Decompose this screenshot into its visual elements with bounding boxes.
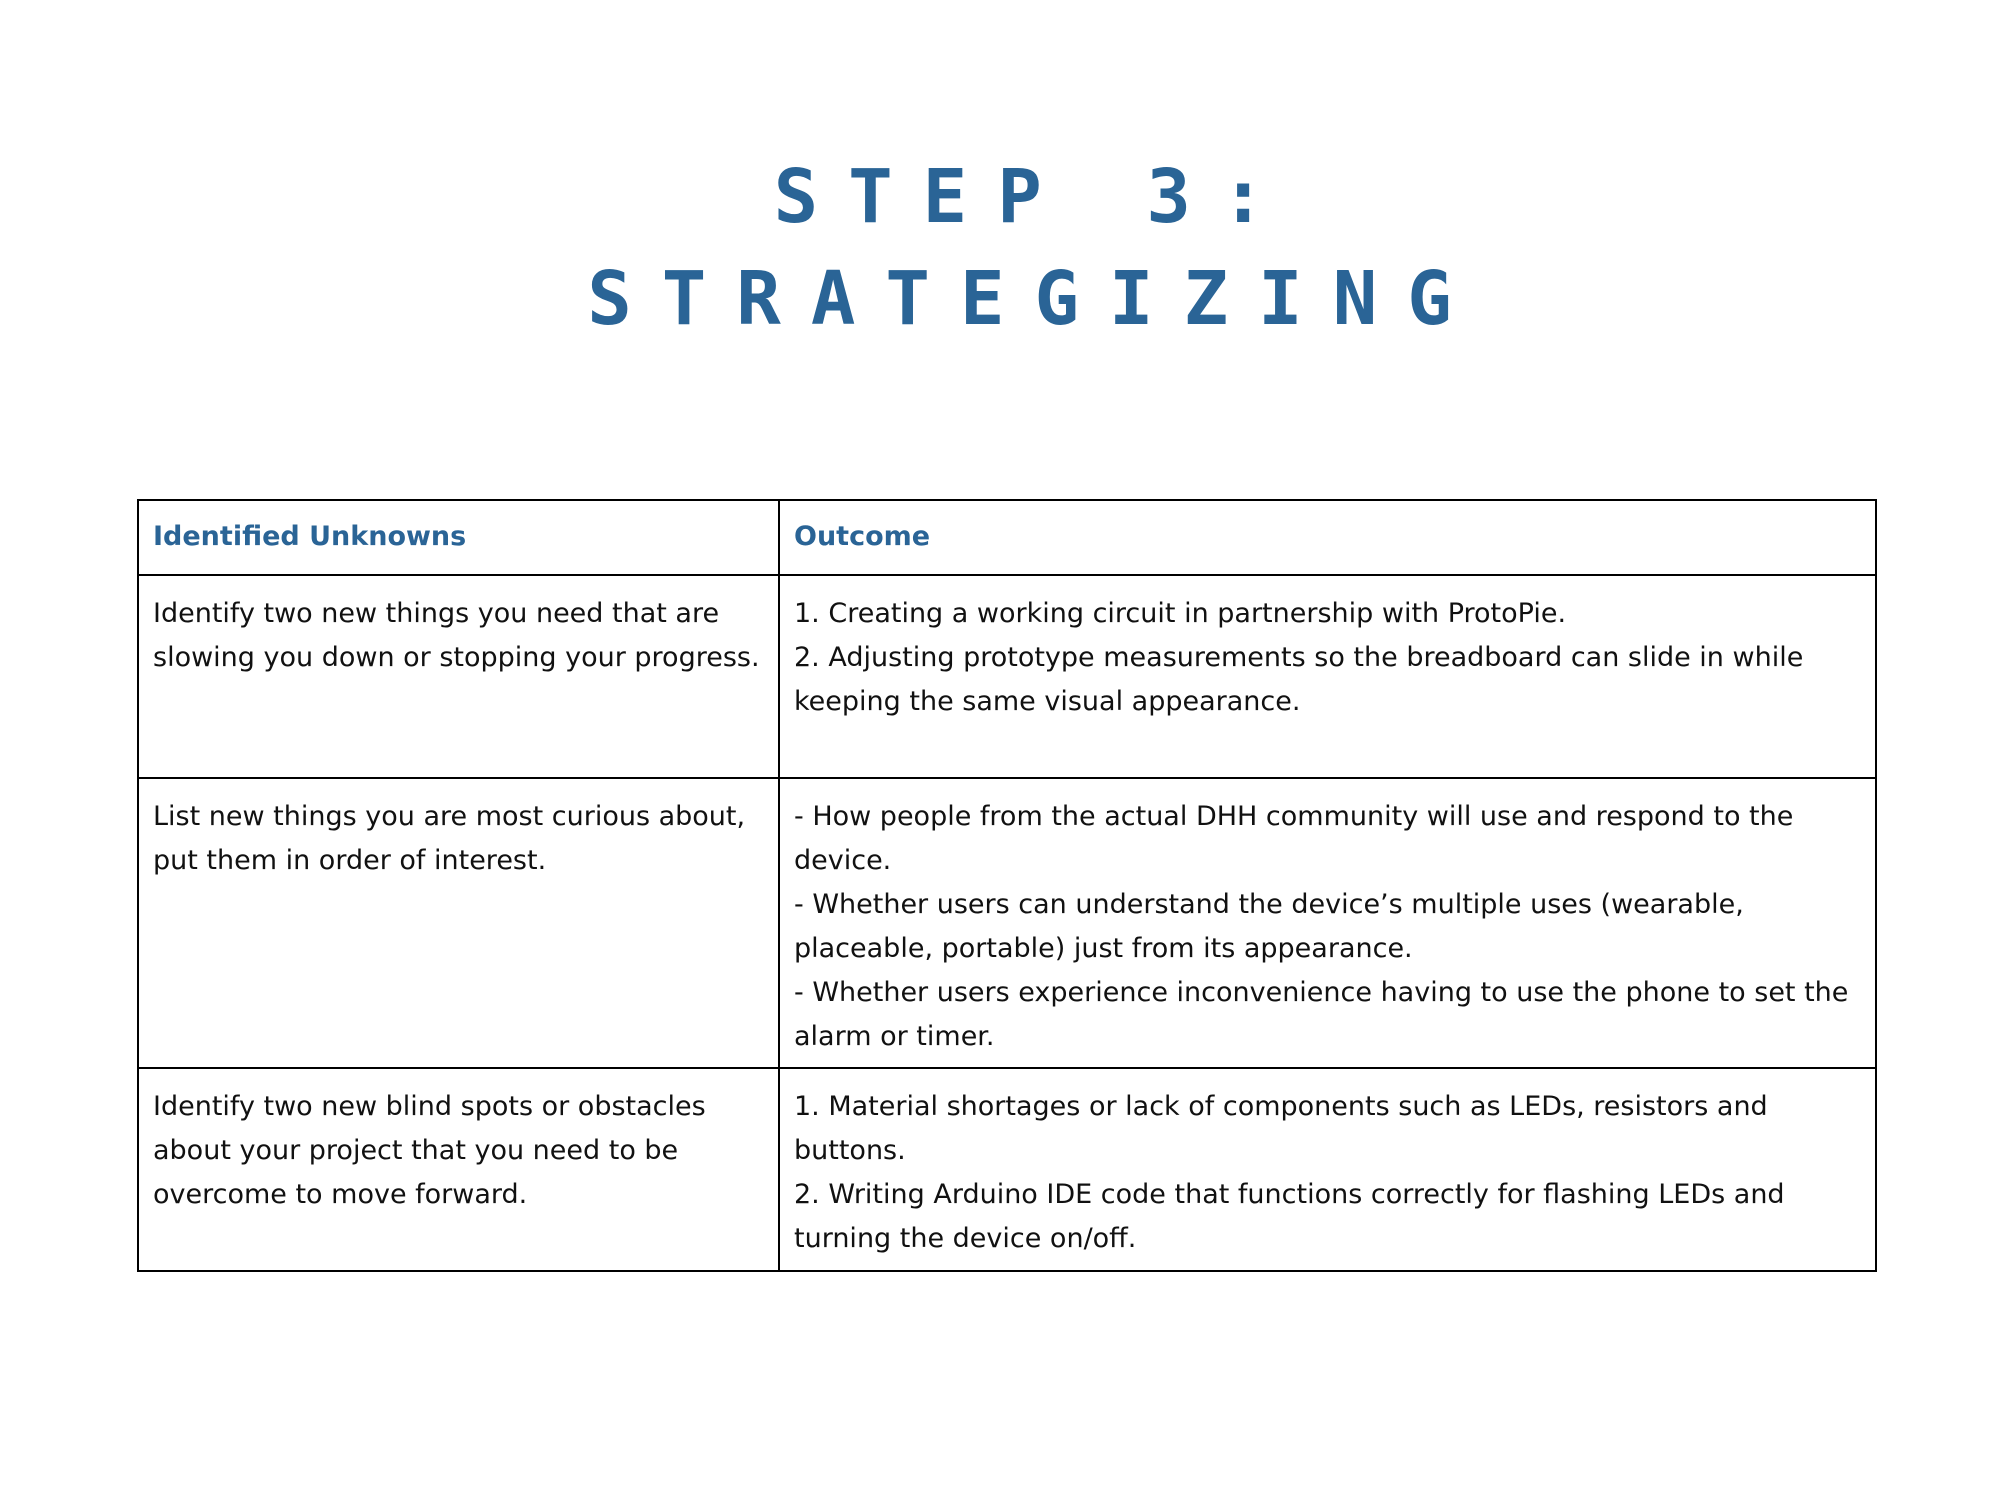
header-outcome: Outcome [779,500,1876,575]
outcome-line: 1. Material shortages or lack of components such as LEDs, resistors and buttons. [794,1091,1768,1166]
outcome-line: 2. Writing Arduino IDE code that functions correctly for flashing LEDs and turning the device on/off. [794,1179,1785,1254]
page-title-line-2: STRATEGIZING [587,256,1482,342]
row-outcome [779,575,1876,778]
outcome-line: 2. Adjusting prototype measurements so the breadboard can slide in while keeping the same visual appearance. [794,642,1804,717]
outcome-line: - Whether users experience inconvenience having to use the phone to set the alarm or timer. [794,977,1849,1052]
outcome-line: - How people from the actual DHH community will use and respond to the device. [794,801,1794,876]
row-prompt: Identify two new things you need that are slowing you down or stopping your progress. [138,575,779,778]
table-header-row [138,500,1876,575]
table-row [138,1068,1876,1271]
header-identified-unknowns: Identified Unknowns [138,500,779,575]
row-prompt: List new things you are most curious about, put them in order of interest. [138,778,779,1068]
outcome-line: 1. Creating a working circuit in partnership with ProtoPie. [794,598,1567,629]
outcome-line: - Whether users can understand the device’s multiple uses (wearable, placeable, portable) just from its appearance. [794,889,1744,964]
strategy-table [137,499,1877,1272]
row-outcome [779,778,1876,1068]
table-row [138,778,1876,1068]
row-outcome [779,1068,1876,1271]
page-title-line-1: STEP 3: [773,154,1296,240]
row-prompt: Identify two new blind spots or obstacles about your project that you need to be overcome to move forward. [138,1068,779,1271]
table-row [138,575,1876,778]
